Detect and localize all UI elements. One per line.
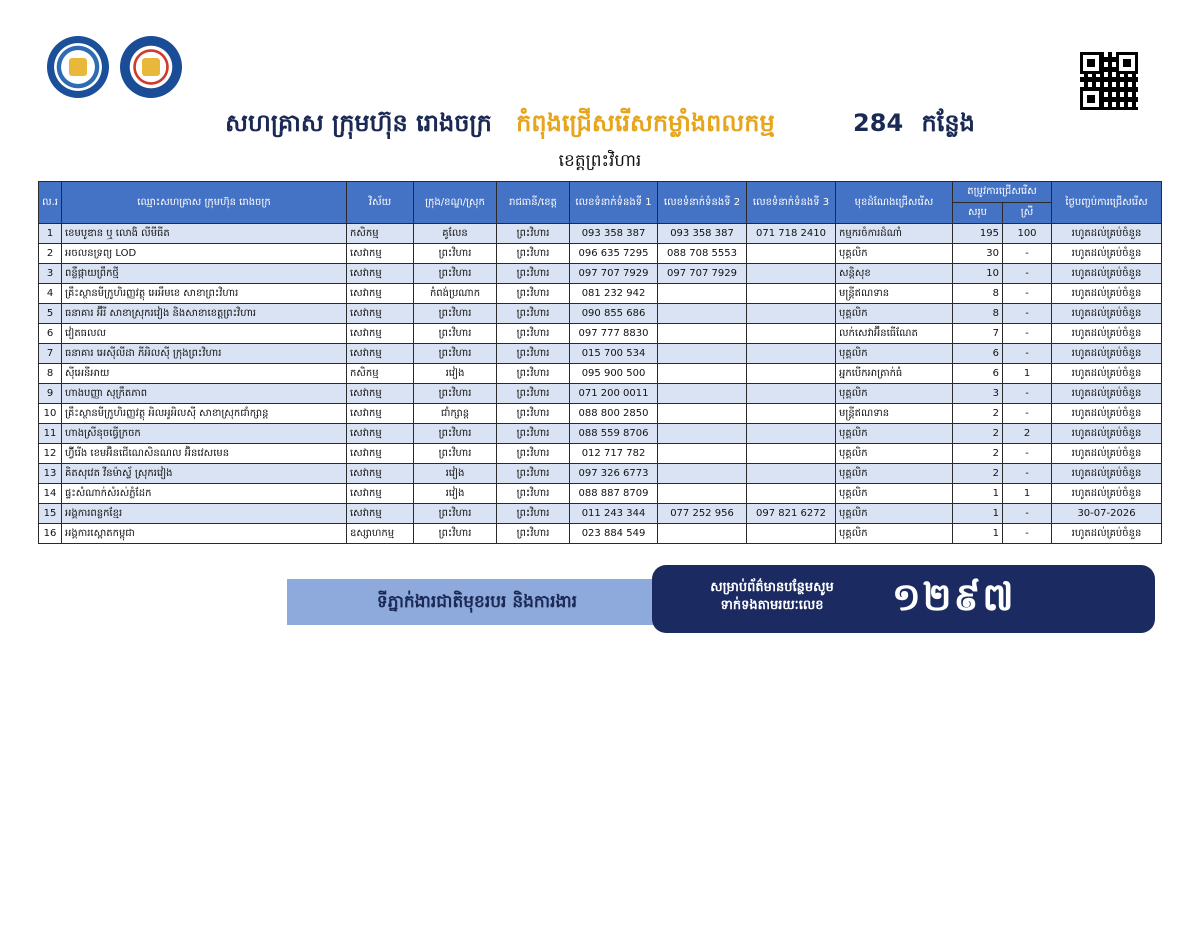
cell-phone1: 097 326 6773: [570, 464, 658, 484]
col-deadline: ថ្ងៃបញ្ចប់ការជ្រើសរើស: [1052, 182, 1162, 224]
cell-phone2: [658, 464, 747, 484]
table-row: [39, 244, 1162, 264]
cell-name: ហាងបញ្ញា សុក្រឹតភាព: [62, 384, 347, 404]
cell-phone2: 097 707 7929: [658, 264, 747, 284]
cell-phone2: [658, 384, 747, 404]
col-total: សរុប: [953, 203, 1003, 224]
cell-phone2: [658, 404, 747, 424]
cell-sector: កសិកម្ម: [347, 364, 414, 384]
cell-name: ធនាគារ អេស៊ីលីដា ភីអិលស៊ី ក្រុងព្រះវិហារ: [62, 344, 347, 364]
cell-female: -: [1003, 244, 1052, 264]
cell-province: ព្រះវិហារ: [497, 364, 570, 384]
cell-deadline: រហូតដល់គ្រប់ចំនួន: [1052, 524, 1162, 544]
cell-province: ព្រះវិហារ: [497, 324, 570, 344]
cell-deadline: រហូតដល់គ្រប់ចំនួន: [1052, 384, 1162, 404]
cell-district: រវៀង: [414, 464, 497, 484]
cell-phone1: 088 887 8709: [570, 484, 658, 504]
table-row: [39, 344, 1162, 364]
table-row: [39, 364, 1162, 384]
table-row: [39, 424, 1162, 444]
cell-phone3: [747, 424, 836, 444]
cell-no: 6: [39, 324, 62, 344]
cell-no: 12: [39, 444, 62, 464]
title-part2: កំពុងជ្រើសរើសកម្លាំងពលកម្ម: [516, 109, 775, 137]
cell-no: 16: [39, 524, 62, 544]
cell-deadline: 30-07-2026: [1052, 504, 1162, 524]
cell-phone3: [747, 384, 836, 404]
cell-total: 6: [953, 344, 1003, 364]
cell-district: ព្រះវិហារ: [414, 324, 497, 344]
cell-name: ធនាគារ អ៊ីរី សាខាស្រុករវៀង និងសាខាខេត្តព្រះវិហារ: [62, 304, 347, 324]
cell-position: បុគ្គលិក: [836, 384, 953, 404]
title-count: 284: [853, 109, 904, 137]
cell-no: 9: [39, 384, 62, 404]
info-line1: សម្រាប់ព័ត៌មានបន្ថែមសូម: [710, 580, 834, 595]
cell-female: -: [1003, 264, 1052, 284]
cell-phone2: [658, 364, 747, 384]
cell-position: បុគ្គលិក: [836, 484, 953, 504]
cell-total: 1: [953, 484, 1003, 504]
cell-female: -: [1003, 404, 1052, 424]
cell-no: 13: [39, 464, 62, 484]
cell-phone3: [747, 464, 836, 484]
cell-phone2: [658, 304, 747, 324]
cell-name: វៀតធលល: [62, 324, 347, 344]
cell-sector: សេវាកម្ម: [347, 304, 414, 324]
cell-deadline: រហូតដល់គ្រប់ចំនួន: [1052, 244, 1162, 264]
cell-name: អចលនទ្រព្យ LOD: [62, 244, 347, 264]
cell-name: ពន្លឺផ្កាយព្រឹកថ្មី: [62, 264, 347, 284]
cell-position: មន្ត្រីឥណទាន: [836, 284, 953, 304]
province-subtitle: ខេត្តព្រះវិហារ: [558, 151, 642, 171]
cell-female: -: [1003, 504, 1052, 524]
cell-province: ព្រះវិហារ: [497, 424, 570, 444]
cell-position: អ្នកបើកអាត្រាក់ធំ: [836, 364, 953, 384]
cell-no: 11: [39, 424, 62, 444]
cell-phone2: [658, 524, 747, 544]
cell-phone2: [658, 484, 747, 504]
cell-name: ផ្ទះសំណាក់សំរស់ភ្លំដែក: [62, 484, 347, 504]
cell-total: 1: [953, 504, 1003, 524]
cell-phone1: 011 243 344: [570, 504, 658, 524]
col-need: តម្រូវការជ្រើសរើស: [953, 182, 1052, 203]
cell-phone2: [658, 324, 747, 344]
cell-total: 2: [953, 424, 1003, 444]
ministry-logo: [47, 36, 109, 98]
cell-sector: សេវាកម្ម: [347, 444, 414, 464]
table-row: [39, 224, 1162, 244]
cell-no: 5: [39, 304, 62, 324]
cell-total: 2: [953, 464, 1003, 484]
cell-name: អង្គការពន្លកខ្មែរ: [62, 504, 347, 524]
cell-female: 1: [1003, 484, 1052, 504]
agency-name-banner: ទីភ្នាក់ងារជាតិមុខរបរ និងការងារ: [287, 579, 667, 625]
table-row: [39, 484, 1162, 504]
cell-phone2: 077 252 956: [658, 504, 747, 524]
cell-total: 8: [953, 304, 1003, 324]
table-row: [39, 464, 1162, 484]
col-sector: វិស័យ: [347, 182, 414, 224]
cell-phone3: [747, 444, 836, 464]
cell-phone2: [658, 284, 747, 304]
cell-sector: សេវាកម្ម: [347, 484, 414, 504]
cell-no: 14: [39, 484, 62, 504]
cell-deadline: រហូតដល់គ្រប់ចំនួន: [1052, 424, 1162, 444]
table-row: [39, 304, 1162, 324]
cell-phone2: [658, 444, 747, 464]
title-part1: សហគ្រាស ក្រុមហ៊ុន រោងចក្រ: [225, 109, 492, 137]
cell-province: ព្រះវិហារ: [497, 444, 570, 464]
table-row: [39, 404, 1162, 424]
table-row: [39, 504, 1162, 524]
cell-name: គ្រឹះស្ថានមីក្រូហិរញ្ញវត្ថុ អិលអូអិលស៊ី សាខាស្រុកជាំក្សាន្ត: [62, 404, 347, 424]
cell-sector: សេវាកម្ម: [347, 264, 414, 284]
cell-position: បុគ្គលិក: [836, 464, 953, 484]
cell-phone3: 071 718 2410: [747, 224, 836, 244]
cell-total: 2: [953, 404, 1003, 424]
cell-position: បុគ្គលិក: [836, 444, 953, 464]
cell-district: គូលែន: [414, 224, 497, 244]
table-row: [39, 524, 1162, 544]
cell-phone1: 090 855 686: [570, 304, 658, 324]
cell-position: បុគ្គលិក: [836, 244, 953, 264]
cell-female: -: [1003, 384, 1052, 404]
cell-name: អង្គការស្ពោតកម្ពុជា: [62, 524, 347, 544]
col-position: មុខដំណែងជ្រើសរើស: [836, 182, 953, 224]
cell-female: 2: [1003, 424, 1052, 444]
cell-position: បុគ្គលិក: [836, 424, 953, 444]
cell-phone3: [747, 364, 836, 384]
cell-sector: សេវាកម្ម: [347, 324, 414, 344]
cell-position: បុគ្គលិក: [836, 304, 953, 324]
table-row: [39, 444, 1162, 464]
info-line2: ទាក់ទងតាមរយៈលេខ: [720, 598, 824, 613]
cell-deadline: រហូតដល់គ្រប់ចំនួន: [1052, 464, 1162, 484]
jobs-table: [38, 181, 1162, 544]
cell-no: 8: [39, 364, 62, 384]
cell-deadline: រហូតដល់គ្រប់ចំនួន: [1052, 224, 1162, 244]
cell-position: បុគ្គលិក: [836, 344, 953, 364]
title-unit: កន្លែង: [921, 109, 975, 137]
table-row: [39, 264, 1162, 284]
cell-district: កំពង់ប្រណាក: [414, 284, 497, 304]
cell-district: ព្រះវិហារ: [414, 504, 497, 524]
cell-district: រវៀង: [414, 364, 497, 384]
cell-phone1: 015 700 534: [570, 344, 658, 364]
cell-district: ព្រះវិហារ: [414, 304, 497, 324]
cell-phone3: [747, 404, 836, 424]
cell-position: បុគ្គលិក: [836, 504, 953, 524]
cell-total: 2: [953, 444, 1003, 464]
cell-phone1: 088 559 8706: [570, 424, 658, 444]
cell-total: 3: [953, 384, 1003, 404]
col-name: ឈ្មោះសហគ្រាស ក្រុមហ៊ុន រោងចក្រ: [62, 182, 347, 224]
col-province: រាជធានី/ខេត្ត: [497, 182, 570, 224]
cell-phone3: [747, 324, 836, 344]
cell-deadline: រហូតដល់គ្រប់ចំនួន: [1052, 444, 1162, 464]
cell-phone3: [747, 244, 836, 264]
cell-district: ព្រះវិហារ: [414, 424, 497, 444]
cell-phone3: 097 821 6272: [747, 504, 836, 524]
cell-province: ព្រះវិហារ: [497, 304, 570, 324]
cell-female: -: [1003, 324, 1052, 344]
cell-deadline: រហូតដល់គ្រប់ចំនួន: [1052, 364, 1162, 384]
cell-phone1: 012 717 782: [570, 444, 658, 464]
cell-district: ព្រះវិហារ: [414, 344, 497, 364]
cell-province: ព្រះវិហារ: [497, 404, 570, 424]
cell-no: 2: [39, 244, 62, 264]
cell-phone3: [747, 484, 836, 504]
cell-female: -: [1003, 344, 1052, 364]
cell-deadline: រហូតដល់គ្រប់ចំនួន: [1052, 304, 1162, 324]
cell-sector: សេវាកម្ម: [347, 504, 414, 524]
cell-no: 10: [39, 404, 62, 424]
cell-no: 4: [39, 284, 62, 304]
cell-deadline: រហូតដល់គ្រប់ចំនួន: [1052, 484, 1162, 504]
cell-name: គ្រឹះស្ថានមីក្រូហិរញ្ញវត្ថុ អេអឹមខេ សាខាព្រះវិហារ: [62, 284, 347, 304]
cell-position: សន្តិសុខ: [836, 264, 953, 284]
cell-phone1: 097 707 7929: [570, 264, 658, 284]
cell-phone3: [747, 344, 836, 364]
qr-code: [1080, 52, 1138, 110]
cell-phone1: 081 232 942: [570, 284, 658, 304]
cell-position: បុគ្គលិក: [836, 524, 953, 544]
cell-district: ព្រះវិហារ: [414, 444, 497, 464]
hotline-banner: [652, 565, 1155, 633]
cell-district: រវៀង: [414, 484, 497, 504]
cell-province: ព្រះវិហារ: [497, 504, 570, 524]
cell-district: ព្រះវិហារ: [414, 264, 497, 284]
cell-sector: សេវាកម្ម: [347, 384, 414, 404]
cell-province: ព្រះវិហារ: [497, 464, 570, 484]
cell-phone1: 093 358 387: [570, 224, 658, 244]
cell-sector: សេវាកម្ម: [347, 424, 414, 444]
cell-phone1: 071 200 0011: [570, 384, 658, 404]
cell-phone1: 023 884 549: [570, 524, 658, 544]
page-title: [0, 108, 1200, 143]
cell-female: -: [1003, 444, 1052, 464]
cell-phone2: 093 358 387: [658, 224, 747, 244]
col-phone1: លេខទំនាក់ទំនងទី 1: [570, 182, 658, 224]
cell-phone1: 095 900 500: [570, 364, 658, 384]
cell-district: ព្រះវិហារ: [414, 244, 497, 264]
cell-total: 30: [953, 244, 1003, 264]
cell-name: ហាងស្រីនុចធ្វើក្រចក: [62, 424, 347, 444]
cell-name: ខេមបូឌាន ឬ លោងិ លីមីធីត: [62, 224, 347, 244]
cell-province: ព្រះវិហារ: [497, 264, 570, 284]
cell-sector: សេវាកម្ម: [347, 464, 414, 484]
cell-total: 7: [953, 324, 1003, 344]
cell-no: 1: [39, 224, 62, 244]
agency-logo: [120, 36, 182, 98]
cell-female: -: [1003, 284, 1052, 304]
cell-deadline: រហូតដល់គ្រប់ចំនួន: [1052, 264, 1162, 284]
cell-sector: កសិកម្ម: [347, 224, 414, 244]
cell-phone3: [747, 304, 836, 324]
cell-province: ព្រះវិហារ: [497, 284, 570, 304]
cell-sector: សេវាកម្ម: [347, 344, 414, 364]
cell-name: ហ៊្វីរេីង ខេមអ៊ិនជើណេសិនណល អ៊ិនវេសមេន: [62, 444, 347, 464]
cell-phone3: [747, 264, 836, 284]
cell-female: 1: [1003, 364, 1052, 384]
hotline-number: ១២៩៧: [892, 575, 1016, 619]
cell-female: -: [1003, 304, 1052, 324]
col-phone2: លេខទំនាក់ទំនងទី 2: [658, 182, 747, 224]
cell-province: ព្រះវិហារ: [497, 524, 570, 544]
cell-phone1: 097 777 8830: [570, 324, 658, 344]
cell-phone1: 096 635 7295: [570, 244, 658, 264]
table-row: [39, 324, 1162, 344]
cell-deadline: រហូតដល់គ្រប់ចំនួន: [1052, 404, 1162, 424]
cell-district: ព្រះវិហារ: [414, 524, 497, 544]
cell-position: លក់សេវាអ៊ីនធើណែត: [836, 324, 953, 344]
cell-female: -: [1003, 464, 1052, 484]
cell-province: ព្រះវិហារ: [497, 344, 570, 364]
cell-total: 10: [953, 264, 1003, 284]
cell-sector: សេវាកម្ម: [347, 284, 414, 304]
cell-phone1: 088 800 2850: [570, 404, 658, 424]
cell-position: កម្មករចំការដំណាំ: [836, 224, 953, 244]
cell-total: 1: [953, 524, 1003, 544]
cell-female: -: [1003, 524, 1052, 544]
cell-province: ព្រះវិហារ: [497, 484, 570, 504]
cell-phone3: [747, 524, 836, 544]
cell-district: ព្រះវិហារ: [414, 384, 497, 404]
cell-sector: ឧស្សាហកម្ម: [347, 524, 414, 544]
table-row: [39, 284, 1162, 304]
cell-district: ជាំក្សាន្ត: [414, 404, 497, 424]
cell-total: 8: [953, 284, 1003, 304]
table-row: [39, 384, 1162, 404]
cell-phone2: [658, 424, 747, 444]
cell-female: 100: [1003, 224, 1052, 244]
col-no: ល.រ: [39, 182, 62, 224]
cell-phone3: [747, 284, 836, 304]
col-district: ក្រុង/ខណ្ឌ/ស្រុក: [414, 182, 497, 224]
col-phone3: លេខទំនាក់ទំនងទី 3: [747, 182, 836, 224]
cell-province: ព្រះវិហារ: [497, 244, 570, 264]
cell-phone2: [658, 344, 747, 364]
cell-province: ព្រះវិហារ: [497, 224, 570, 244]
cell-sector: សេវាកម្ម: [347, 244, 414, 264]
cell-no: 15: [39, 504, 62, 524]
cell-sector: សេវាកម្ម: [347, 404, 414, 424]
cell-total: 6: [953, 364, 1003, 384]
col-female: ស្រី: [1003, 203, 1052, 224]
cell-total: 195: [953, 224, 1003, 244]
cell-name: គិតសុវេត វីនម៉ាស្ទ័ ស្រុករវៀង: [62, 464, 347, 484]
cell-no: 7: [39, 344, 62, 364]
cell-position: មន្ត្រីឥណទាន: [836, 404, 953, 424]
cell-no: 3: [39, 264, 62, 284]
cell-deadline: រហូតដល់គ្រប់ចំនួន: [1052, 324, 1162, 344]
cell-deadline: រហូតដល់គ្រប់ចំនួន: [1052, 284, 1162, 304]
cell-province: ព្រះវិហារ: [497, 384, 570, 404]
cell-phone2: 088 708 5553: [658, 244, 747, 264]
cell-deadline: រហូតដល់គ្រប់ចំនួន: [1052, 344, 1162, 364]
cell-name: ស៊ីអេនីអាយ: [62, 364, 347, 384]
